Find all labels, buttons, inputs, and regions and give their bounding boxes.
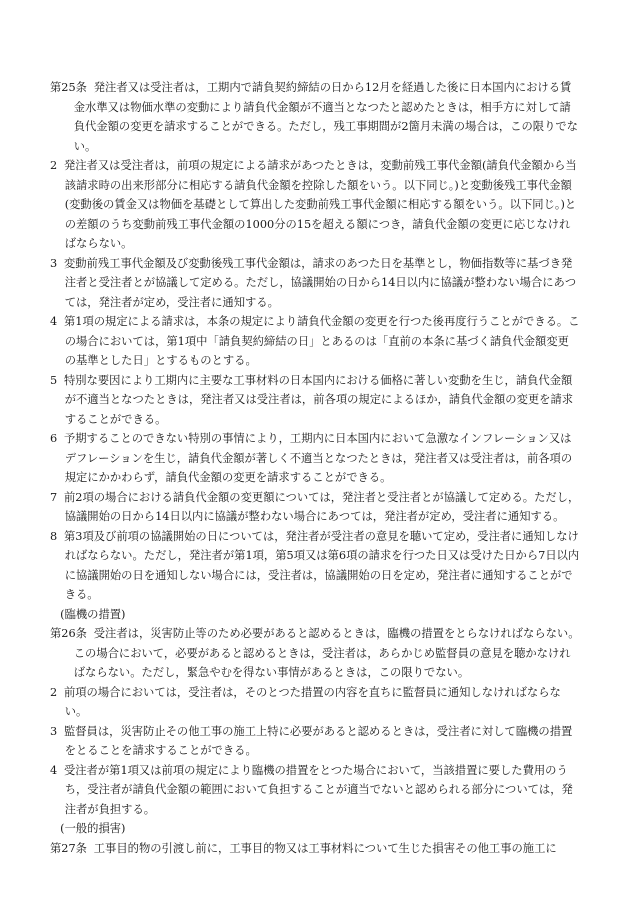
paragraph-number: 第27条: [50, 841, 87, 855]
paragraph-text: 予期することのできない特別の事情により，工期内に日本国内において急激なインフレーション又はデフレーションを生じ，請負代金額が著しく不適当となつたときは，発注者又は受注者は，前各項の規定にかかわらず，請負代金額の変更を請求することができる。: [63, 432, 573, 484]
paragraph-number: 3: [50, 724, 58, 738]
paragraph-text: 発注者又は受注者は，工期内で請負契約締結の日から12月を経過した後に日本国内における賃金水準又は物価水準の変動により請負代金額が不適当となつたと認めたときは，相手方に対して請負代金額の変更を請求することができる。ただし，残工事期間が2箇月未満の場合は，この限りでない。: [73, 81, 578, 153]
clause-paragraph: [50, 527, 580, 605]
paragraph-number: 4: [50, 315, 58, 328]
paragraph-text: 工事目的物の引渡し前に，工事目的物又は工事材料について生じた損害その他工事の施工に: [93, 841, 557, 855]
paragraph-number: 6: [50, 432, 58, 445]
clause-paragraph: [50, 312, 580, 371]
paragraph-text: 受注者は，災害防止等のため必要があると認めるときは，臨機の措置をとらなければならない。この場合において，必要があると認めるときは，受注者は，あらかじめ監督員の意見を聴かなければならない。ただし，緊急やむを得ない事情があるときは，この限りでない。: [73, 627, 580, 679]
paragraph-text: (一般的損害): [60, 822, 126, 835]
paragraph-text: 第1項の規定による請求は，本条の規定により請負代金額の変更を行つた後再度行うことができる。この場合においては，第1項中「請負契約締結の日」とあるのは「直前の本条に基づく請負代金額変更の基準とした日」とするものとする。: [63, 315, 580, 367]
article-paragraph: [50, 839, 580, 859]
clause-paragraph: [50, 683, 580, 722]
paragraph-text: 発注者又は受注者は，前項の規定による請求があつたときは，変動前残工事代金額(請負代金額から当該請求時の出来形部分に相応する請負代金額を控除した額をいう。以下同じ。)と変動後残工事代金額(変動後の賃金又は物価を基礎として算出した変動前残工事代金額に相応する額をいう。以下同じ。)との差額のうち変動前残工事代金額の1000分の15を超える額につき，請負代金額の変更に応じなければならない。: [63, 159, 577, 250]
clause-paragraph: [50, 371, 580, 430]
article-paragraph: [50, 78, 580, 156]
paragraph-text: 前2項の場合における請負代金額の変更額については，発注者と受注者とが協議して定める。ただし，協議開始の日から14日以内に協議が整わない場合にあつては，発注者が定め，受注者に通知する。: [63, 490, 580, 523]
paragraph-number: 4: [50, 763, 58, 777]
clause-paragraph: [50, 488, 580, 527]
section-heading: [50, 605, 580, 625]
paragraph-text: 受注者が第1項又は前項の規定により臨機の措置をとつた場合において，当該措置に要した費用のうち，受注者が請負代金額の範囲において負担することが適当でないと認められる部分については，発注者が負担する。: [63, 763, 573, 816]
paragraph-number: 8: [50, 529, 58, 543]
document-page: [50, 78, 580, 858]
paragraph-number: 第26条: [50, 627, 87, 640]
paragraph-number: 第25条: [50, 81, 87, 94]
article-paragraph: [50, 624, 580, 683]
paragraph-text: 監督員は，災害防止その他工事の施工上特に必要があると認めるときは，受注者に対して臨機の措置をとることを請求することができる。: [63, 724, 573, 757]
clause-paragraph: [50, 254, 580, 313]
paragraph-number: 3: [50, 256, 58, 270]
paragraph-number: 5: [50, 373, 58, 387]
paragraph-number: 2: [50, 159, 58, 172]
paragraph-text: 第3項及び前項の協議開始の日については，発注者が受注者の意見を聴いて定め，受注者に通知しなければならない。ただし，発注者が第1項，第5項又は第6項の請求を行つた日又は受けた日から7日以内に協議開始の日を通知しない場合には，受注者は，協議開始の日を定め，発注者に通知することができる。: [63, 529, 580, 601]
clause-paragraph: [50, 429, 580, 488]
clause-paragraph: [50, 156, 580, 254]
paragraph-number: 7: [50, 490, 58, 504]
paragraph-text: 変動前残工事代金額及び変動後残工事代金額は，請求のあつた日を基準とし，物価指数等に基づき発注者と受注者とが協議して定める。ただし，協議開始の日から14日以内に協議が整わない場合にあつては，発注者が定め，受注者に通知する。: [63, 256, 577, 309]
paragraph-text: 特別な要因により工期内に主要な工事材料の日本国内における価格に著しい変動を生じ，請負代金額が不適当となつたときは，発注者又は受注者は，前各項の規定によるほか，請負代金額の変更を請求することができる。: [63, 373, 574, 426]
paragraph-text: 前項の場合においては，受注者は，そのとつた措置の内容を直ちに監督員に通知しなければならない。: [63, 685, 561, 718]
section-heading: [50, 819, 580, 839]
paragraph-number: 2: [50, 685, 58, 699]
paragraph-text: (臨機の措置): [60, 607, 126, 621]
clause-paragraph: [50, 722, 580, 761]
clause-paragraph: [50, 761, 580, 820]
